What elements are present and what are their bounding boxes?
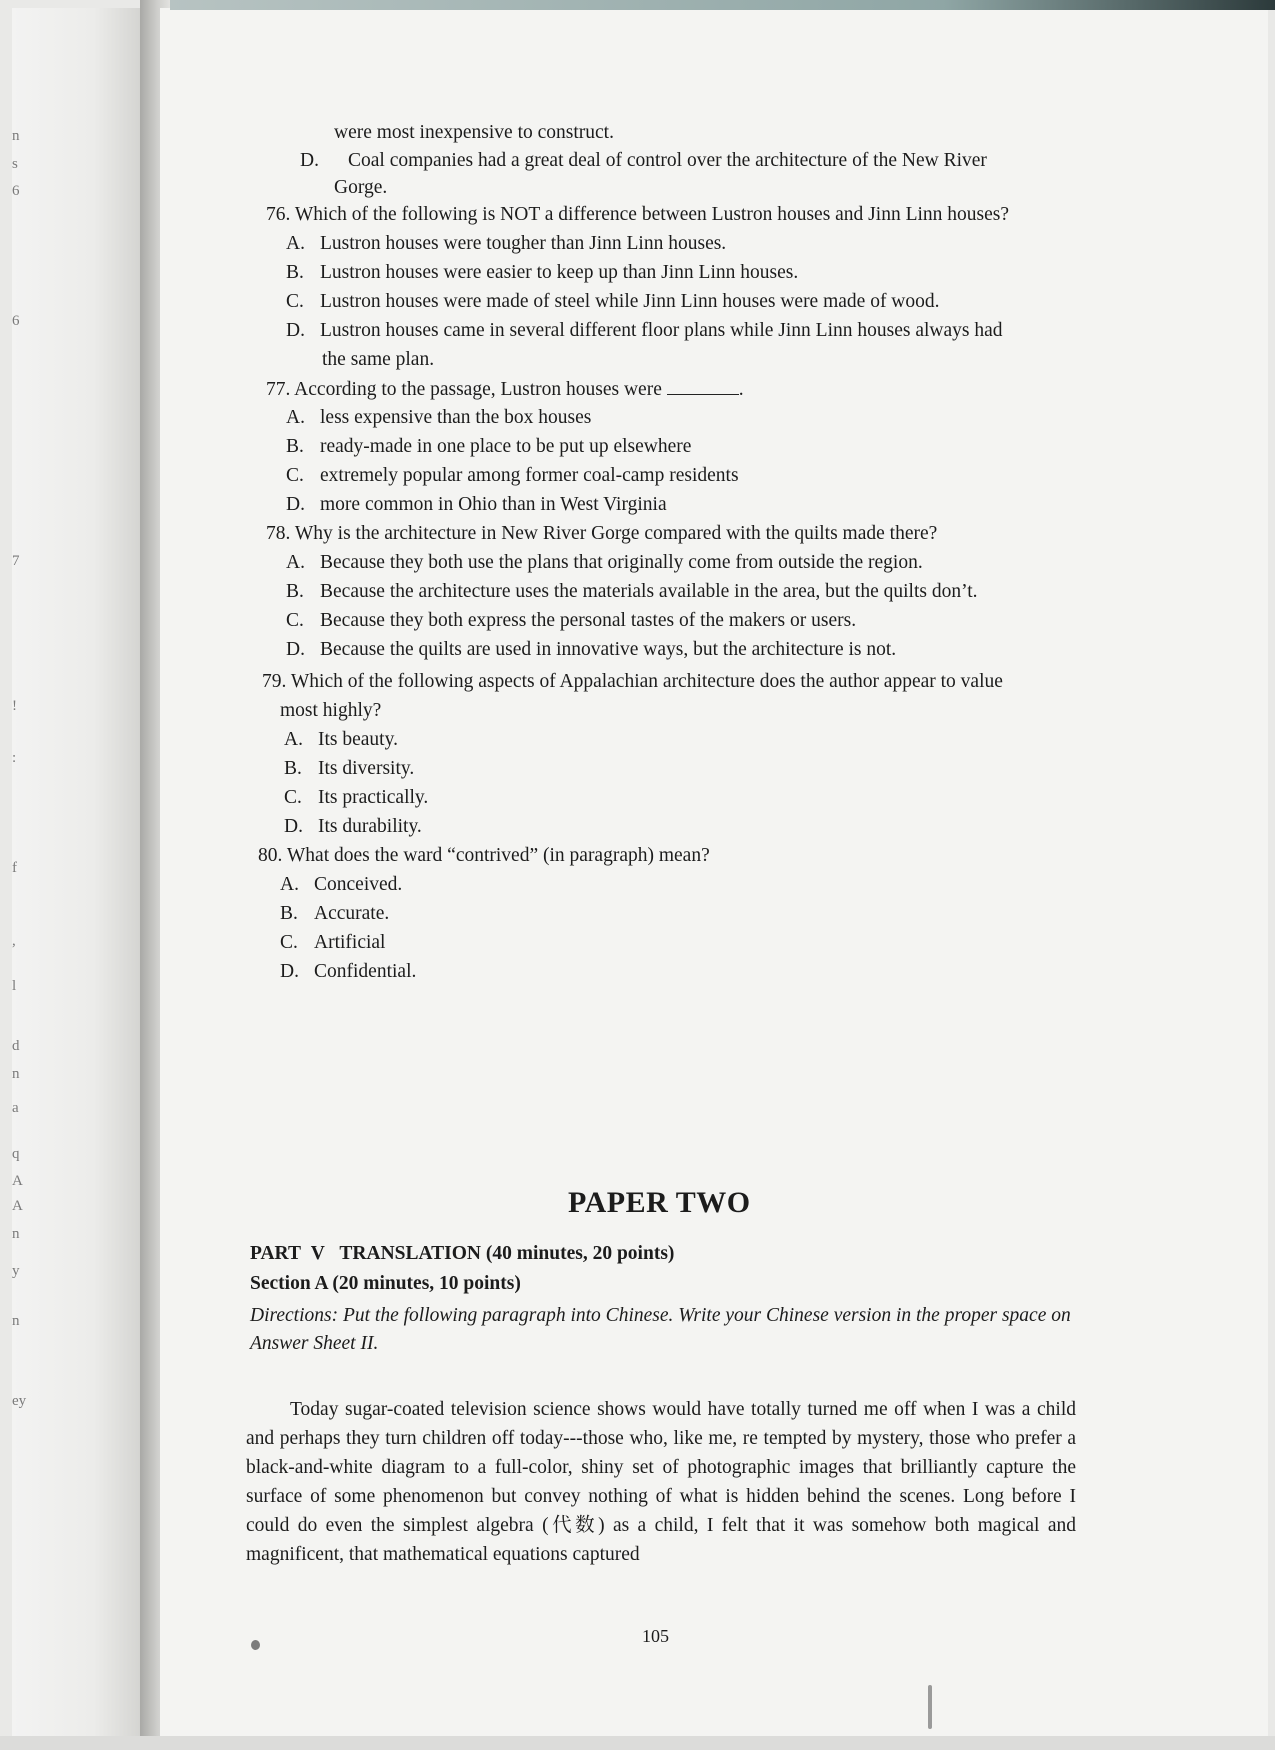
q76-option-d-line2: the same plan. xyxy=(322,349,435,370)
option-text: Accurate. xyxy=(314,903,390,924)
q79-option-c xyxy=(284,787,428,809)
page-mark xyxy=(928,1685,932,1729)
option-text: Its practically. xyxy=(318,787,429,808)
translation-paragraph: Today sugar-coated television science shows would have totally turned me off when I was a child and perhaps they turn children off today---those who, like me, re tempted by mystery, those who prefer a black-and-white diagram to a full-color, shiny set of photographic images that brilliantly capture the surface of some phenomenon but convey nothing of what is hidden behind the scenes. Long before I could do even the simplest algebra (代数) as a child, I felt that it was somehow both magical and magnificent, that mathematical equations captured xyxy=(246,1399,1076,1565)
facing-page-fragment: : xyxy=(12,750,17,766)
q75-option-d-letter: D. xyxy=(300,150,319,171)
facing-page-fragment: ey xyxy=(12,1393,27,1409)
option-letter: B. xyxy=(280,903,298,924)
facing-page-fragment: l xyxy=(12,978,17,994)
q80-option-c xyxy=(280,932,385,954)
facing-page-fragment: , xyxy=(12,933,16,949)
option-letter: A. xyxy=(286,233,305,254)
answer-blank xyxy=(667,378,739,395)
part-label: PART xyxy=(250,1243,301,1264)
option-letter: C. xyxy=(286,291,304,312)
facing-page-fragment: n xyxy=(12,1066,20,1082)
q80-option-b xyxy=(280,903,389,925)
option-letter: B. xyxy=(286,581,304,602)
option-text: less expensive than the box houses xyxy=(320,407,592,428)
q75-option-d-line1: Coal companies had a great deal of control over the architecture of the New River xyxy=(348,150,987,171)
q77-option-c xyxy=(286,465,739,487)
facing-page-fragment: y xyxy=(12,1263,20,1279)
q78-option-d xyxy=(286,639,896,661)
option-letter: A. xyxy=(284,729,303,750)
option-text: Its beauty. xyxy=(318,729,398,750)
directions xyxy=(250,1302,1078,1358)
part-title: TRANSLATION (40 minutes, 20 points) xyxy=(339,1243,675,1264)
option-text: Lustron houses were made of steel while Jinn Linn houses were made of wood. xyxy=(320,291,940,312)
option-letter: B. xyxy=(286,262,304,283)
q79-option-a xyxy=(284,729,398,751)
q75-option-c-continuation: were most inexpensive to construct. xyxy=(334,122,614,143)
option-text: ready-made in one place to be put up elsewhere xyxy=(320,436,692,457)
option-letter: C. xyxy=(284,787,302,808)
q79-stem-line2: most highly? xyxy=(280,700,382,721)
directions-end: . xyxy=(373,1333,379,1354)
facing-page-edge xyxy=(12,8,160,1736)
option-letter: C. xyxy=(286,465,304,486)
option-text: Conceived. xyxy=(314,874,403,895)
q77-stem-end: . xyxy=(738,379,744,400)
option-text: more common in Ohio than in West Virginia xyxy=(320,494,667,515)
bottom-edge-strip xyxy=(0,1736,1275,1750)
directions-text: Directions: Put the following paragraph into Chinese. Write your Chinese version in the proper space on Answer Sheet xyxy=(250,1305,1071,1354)
option-letter: D. xyxy=(286,320,305,341)
q78-stem: 78. Why is the architecture in New River Gorge compared with the quilts made there? xyxy=(266,523,938,544)
option-text: Because they both use the plans that originally come from outside the region. xyxy=(320,552,923,573)
option-text: Because the quilts are used in innovative ways, but the architecture is not. xyxy=(320,639,897,660)
option-text: Lustron houses were tougher than Jinn Linn houses. xyxy=(320,233,727,254)
facing-page-fragment: n xyxy=(12,128,20,144)
q77-option-d xyxy=(286,494,667,516)
facing-page-fragment: 6 xyxy=(12,313,20,329)
page-number: 105 xyxy=(642,1626,669,1646)
q79-option-d xyxy=(284,816,422,838)
q78-option-b xyxy=(286,581,978,603)
q76-option-b xyxy=(286,262,798,284)
option-letter: D. xyxy=(280,961,299,982)
facing-page-fragment: d xyxy=(12,1038,20,1054)
option-letter: A. xyxy=(280,874,299,895)
option-text: Lustron houses were easier to keep up than Jinn Linn houses. xyxy=(320,262,799,283)
facing-page-fragment: s xyxy=(12,156,18,172)
q75-option-d-line2: Gorge. xyxy=(334,177,388,198)
facing-page-fragment: A xyxy=(12,1198,23,1214)
part-roman: V xyxy=(310,1243,325,1264)
q76-option-d xyxy=(286,320,1003,342)
facing-page-fragment: 6 xyxy=(12,183,20,199)
option-letter: C. xyxy=(280,932,298,953)
answer-sheet-number: II xyxy=(360,1333,374,1354)
option-letter: A. xyxy=(286,407,305,428)
section-heading: Section A (20 minutes, 10 points) xyxy=(250,1273,521,1294)
option-text: Its durability. xyxy=(318,816,422,837)
option-text: Its diversity. xyxy=(318,758,415,779)
facing-page-fragment: a xyxy=(12,1100,19,1116)
option-letter: D. xyxy=(284,816,303,837)
q76-stem: 76. Which of the following is NOT a difference between Lustron houses and Jinn Linn houses? xyxy=(266,204,1010,225)
q80-stem: 80. What does the ward “contrived” (in paragraph) mean? xyxy=(258,845,710,866)
q79-stem-line1: 79. Which of the following aspects of Appalachian architecture does the author appear to value xyxy=(262,671,1003,692)
option-text: Because the architecture uses the materials available in the area, but the quilts don’t. xyxy=(320,581,978,602)
option-letter: B. xyxy=(284,758,302,779)
facing-page-fragment: ! xyxy=(12,698,17,714)
q76-option-c xyxy=(286,291,940,313)
facing-page-fragment: n xyxy=(12,1226,20,1242)
option-text: Lustron houses came in several different floor plans while Jinn Linn houses always had xyxy=(320,320,1003,341)
q78-option-c xyxy=(286,610,856,632)
option-text: Artificial xyxy=(314,932,386,953)
q78-option-a xyxy=(286,552,923,574)
top-edge-strip xyxy=(170,0,1275,10)
q77-option-a xyxy=(286,407,591,429)
facing-page-fragment: f xyxy=(12,860,17,876)
q77-stem-text: 77. According to the passage, Lustron houses were xyxy=(266,379,662,400)
option-letter: D. xyxy=(286,639,305,660)
ink-dot xyxy=(251,1640,260,1650)
facing-page-fragment: A xyxy=(12,1173,23,1189)
q80-option-a xyxy=(280,874,402,896)
q77-stem xyxy=(266,378,744,401)
option-text: Confidential. xyxy=(314,961,417,982)
q76-option-a xyxy=(286,233,726,255)
facing-page-fragment: n xyxy=(12,1313,20,1329)
option-letter: C. xyxy=(286,610,304,631)
option-text: extremely popular among former coal-camp residents xyxy=(320,465,739,486)
q77-option-b xyxy=(286,436,691,458)
q80-option-d xyxy=(280,961,416,983)
facing-page-fragment: q xyxy=(12,1146,20,1162)
paper-title: PAPER TWO xyxy=(568,1186,751,1219)
q79-option-b xyxy=(284,758,414,780)
option-letter: A. xyxy=(286,552,305,573)
facing-page-fragment: 7 xyxy=(12,553,20,569)
part-heading xyxy=(250,1243,674,1265)
option-letter: D. xyxy=(286,494,305,515)
option-text: Because they both express the personal tastes of the makers or users. xyxy=(320,610,857,631)
option-letter: B. xyxy=(286,436,304,457)
